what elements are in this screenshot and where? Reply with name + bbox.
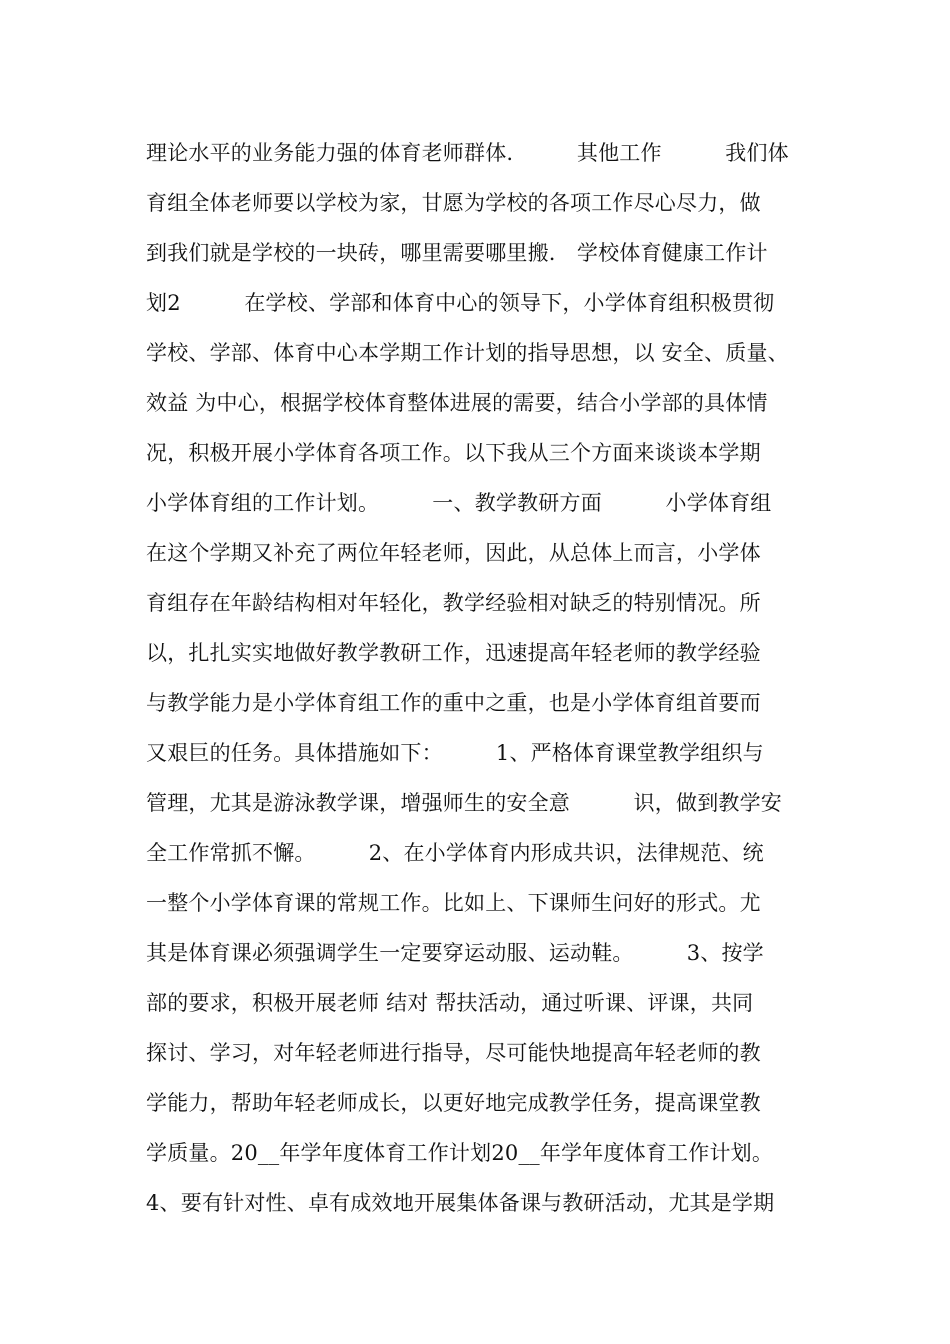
- text-line-5: 学校、学部、体育中心本学期工作计划的指导思想，以 安全、质量、: [146, 341, 789, 365]
- text-line-7: 况，积极开展小学体育各项工作。以下我从三个方面来谈谈本学期: [146, 441, 761, 465]
- text-line-9: 在这个学期又补充了两位年轻老师，因此，从总体上而言，小学体: [146, 541, 761, 565]
- text-line-12: 与教学能力是小学体育组工作的重中之重，也是小学体育组首要而: [146, 691, 761, 715]
- text-line-4: 划2 在学校、学部和体育中心的领导下，小学体育组积极贯彻: [146, 291, 775, 315]
- text-line-20: 学能力，帮助年轻老师成长，以更好地完成教学任务，提高课堂教: [146, 1091, 761, 1115]
- text-line-10: 育组存在年龄结构相对年轻化，教学经验相对缺乏的特别情况。所: [146, 591, 761, 615]
- text-line-6: 效益 为中心，根据学校体育整体进展的需要，结合小学部的具体情: [146, 391, 768, 415]
- text-line-14: 管理，尤其是游泳教学课，增强师生的安全意 识，做到教学安: [146, 791, 782, 815]
- text-line-2: 育组全体老师要以学校为家，甘愿为学校的各项工作尽心尽力，做: [146, 191, 761, 215]
- text-line-8: 小学体育组的工作计划。 一、教学教研方面 小学体育组: [146, 491, 772, 515]
- text-line-11: 以，扎扎实实地做好教学教研工作，迅速提高年轻老师的教学经验: [146, 641, 761, 665]
- text-line-1: 理论水平的业务能力强的体育老师群体. 其他工作 我们体: [146, 141, 789, 165]
- text-line-19: 探讨、学习，对年轻老师进行指导，尽可能快地提高年轻老师的教: [146, 1041, 761, 1065]
- text-line-18: 部的要求，积极开展老师 结对 帮扶活动，通过听课、评课，共同: [146, 991, 754, 1015]
- text-line-17: 其是体育课必须强调学生一定要穿运动服、运动鞋。 3、按学: [146, 941, 764, 965]
- text-line-15: 全工作常抓不懈。 2、在小学体育内形成共识，法律规范、统: [146, 841, 764, 865]
- text-line-22: 4、要有针对性、卓有成效地开展集体备课与教研活动，尤其是学期: [146, 1191, 775, 1215]
- body-text: [146, 128, 816, 1228]
- text-line-21: 学质量。20__年学年度体育工作计划20__年学年度体育工作计划。: [146, 1141, 774, 1165]
- text-line-16: 一整个小学体育课的常规工作。比如上、下课师生问好的形式。尤: [146, 891, 761, 915]
- text-line-3: 到我们就是学校的一块砖，哪里需要哪里搬. 学校体育健康工作计: [146, 241, 768, 265]
- text-line-13: 又艰巨的任务。具体措施如下： 1、严格体育课堂教学组织与: [146, 741, 764, 765]
